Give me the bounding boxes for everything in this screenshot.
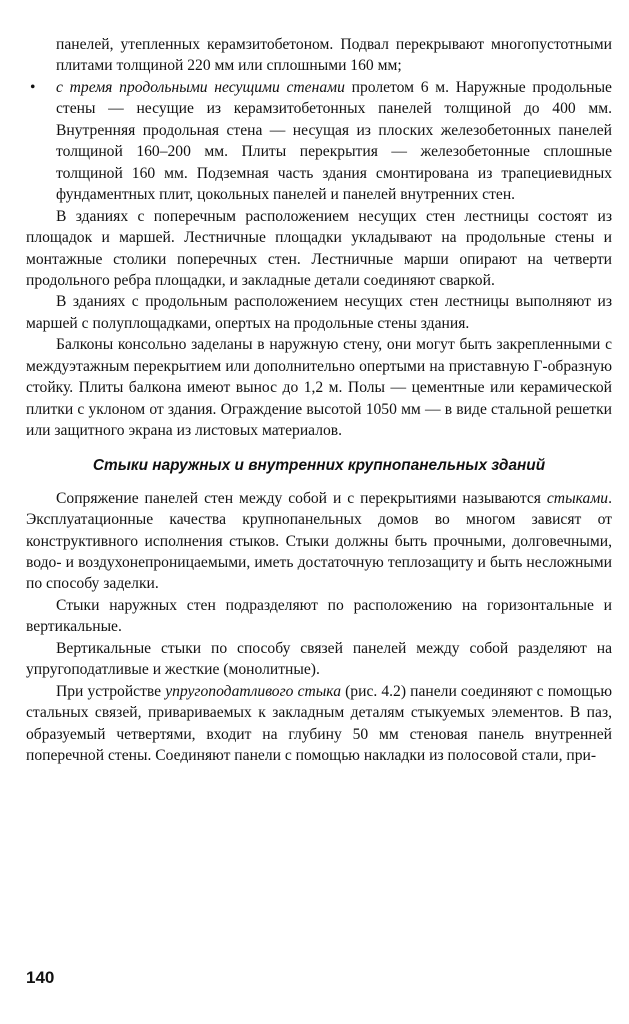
- paragraph-vertical-joints: Вертикальные стыки по способу связей панелей между собой разделяют на упругоподатливые и жесткие (монолитные).: [26, 639, 612, 679]
- paragraph-stairs-transverse: В зданиях с поперечным расположением несущих стен лестницы состоят из площадок и маршей. Лестничные площадки укладывают на продольные стены и монтажные столики поперечных стен. Лестничные марши опирают на четверти продольного ребра площадки, и закладные детали соединяют сваркой.: [26, 207, 612, 289]
- intro-continuation: панелей, утепленных керамзитобетоном. Подвал перекрывают многопустотными плитами толщиной 220 мм или сплошными 160 мм;: [56, 36, 612, 75]
- paragraph-elastic-joint: [26, 681, 612, 767]
- joints-text-after: . Эксплуатационные качества крупнопанельных домов во многом зависят от конструктивного исполнения стыков. Стыки должны быть прочными, долговечными, водо- и воздухонепроницаемыми, иметь достаточную теплозащиту и быть несложными по способу заделки.: [26, 489, 612, 593]
- book-page: [26, 34, 612, 767]
- bullet-text: пролетом 6 м. Наружные продольные стены — несущие из керамзитобетонных панелей толщиной до 400 мм. Внутренняя продольная стена — несущая из плоских железобетонных панелей толщиной 160–200 мм. Плиты перекрытия — железобетонные сплошные толщиной 160 мм. Подземная часть здания смонтирована из трапециевидных фундаментных плит, цокольных панелей и панелей внутренних стен.: [56, 78, 612, 204]
- elastic-text-after: (рис. 4.2) панели соединяют с помощью стальных связей, привариваемых к закладным деталям стыкуемых элементов. В паз, образуемый четвертями, входит на глубину 50 мм стеновая панель внутренней поперечной стены. Соединяют панели с помощью накладки из полосовой стали, при-: [26, 682, 612, 765]
- bullet-item: [26, 77, 612, 206]
- elastic-italic-term: упругоподатливого стыка: [165, 682, 342, 700]
- section-title: Стыки наружных и внутренних крупнопанельных зданий: [92, 456, 546, 474]
- joints-text-before: Сопряжение панелей стен между собой и с перекрытиями называются: [56, 489, 547, 507]
- paragraph-joints-types: Стыки наружных стен подразделяют по расположению на горизонтальные и вертикальные.: [26, 596, 612, 636]
- bullet-marker: •: [30, 78, 36, 96]
- paragraph-joints-definition: [26, 488, 612, 595]
- paragraph-stairs-longitudinal: В зданиях с продольным расположением несущих стен лестницы выполняют из маршей с полуплощадками, опертых на продольные стены здания.: [26, 293, 612, 332]
- joints-italic-term: стыками: [546, 489, 609, 507]
- paragraph-balconies: Балконы консольно заделаны в наружную стену, они могут быть закрепленными с междуэтажным перекрытием или дополнительно опертыми на приставную Г-образную стойку. Плиты балкона имеют вынос до 1,2 м. Полы — цементные или керамической плитки с уклоном от здания. Ограждение высотой 1050 мм — в виде стальной решетки или защитного экрана из листовых материалов.: [26, 336, 612, 440]
- elastic-text-before: При устройстве: [56, 682, 166, 700]
- page-number: 140: [26, 968, 55, 987]
- bullet-italic-lead: с тремя продольными несущими стенами: [56, 78, 345, 96]
